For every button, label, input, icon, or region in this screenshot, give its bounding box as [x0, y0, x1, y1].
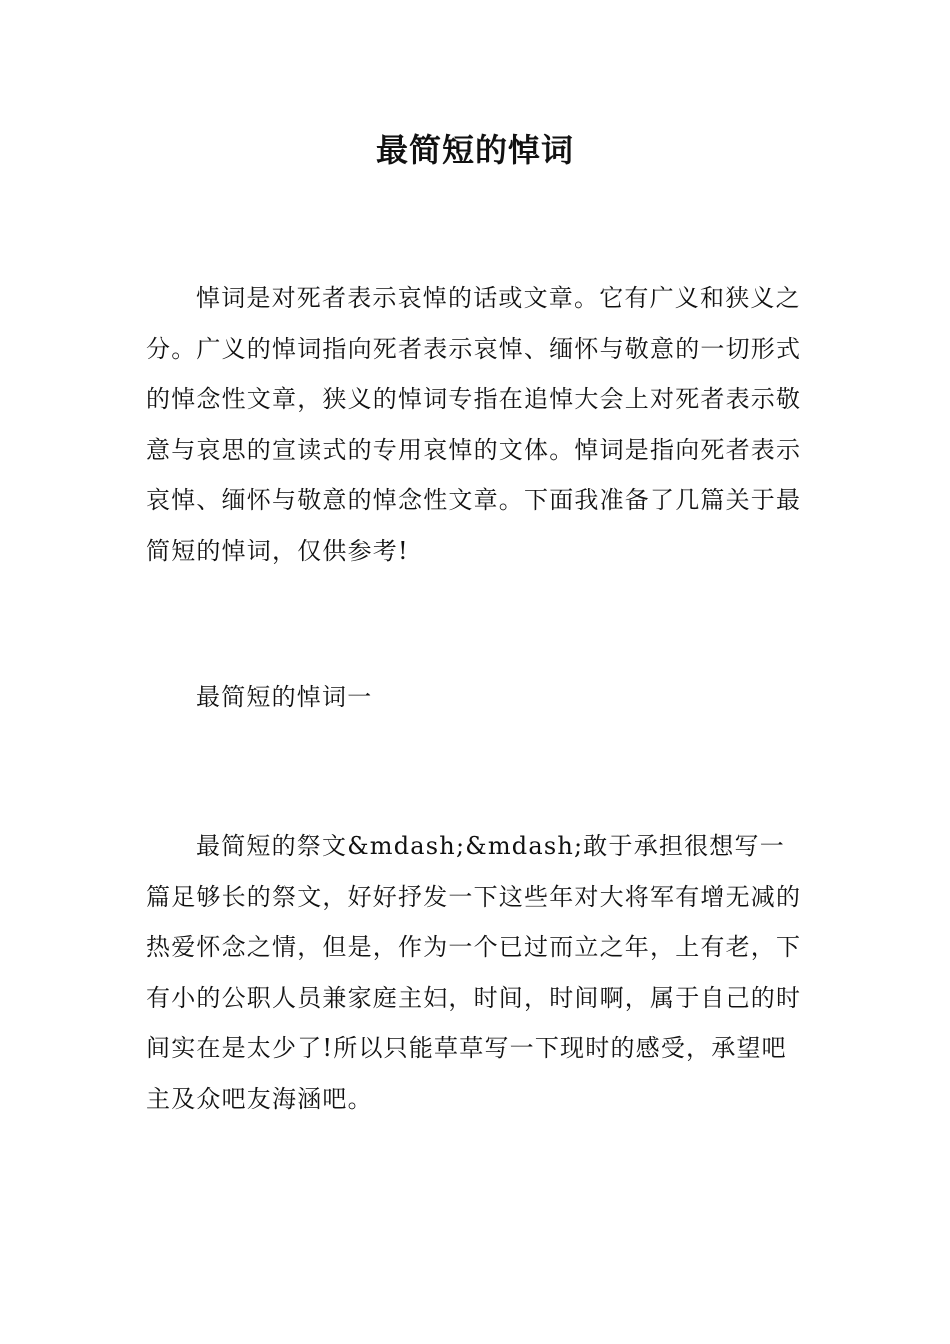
intro-paragraph: 悼词是对死者表示哀悼的话或文章。它有广义和狭义之分。广义的悼词指向死者表示哀悼、缅怀与敬意的一切形式的悼念性文章，狭义的悼词专指在追悼大会上对死者表示敬意与哀思的宣读式的专用哀悼的文体。悼词是指向死者表示哀悼、缅怀与敬意的悼念性文章。下面我准备了几篇关于最简短的悼词，仅供参考! [146, 284, 802, 565]
section-body-paragraph: 最简短的祭文&mdash;&mdash;敢于承担很想写一篇足够长的祭文，好好抒发一下这些年对大将军有增无减的热爱怀念之情，但是，作为一个已过而立之年，上有老，下有小的公职人员兼家庭主妇，时间，时间啊，属于自己的时间实在是太少了!所以只能草草写一下现时的感受，承望吧主及众吧友海涵吧。 [146, 832, 802, 1113]
section-heading: 最简短的悼词一 [196, 683, 373, 711]
document-title: 最简短的悼词 [375, 131, 574, 169]
